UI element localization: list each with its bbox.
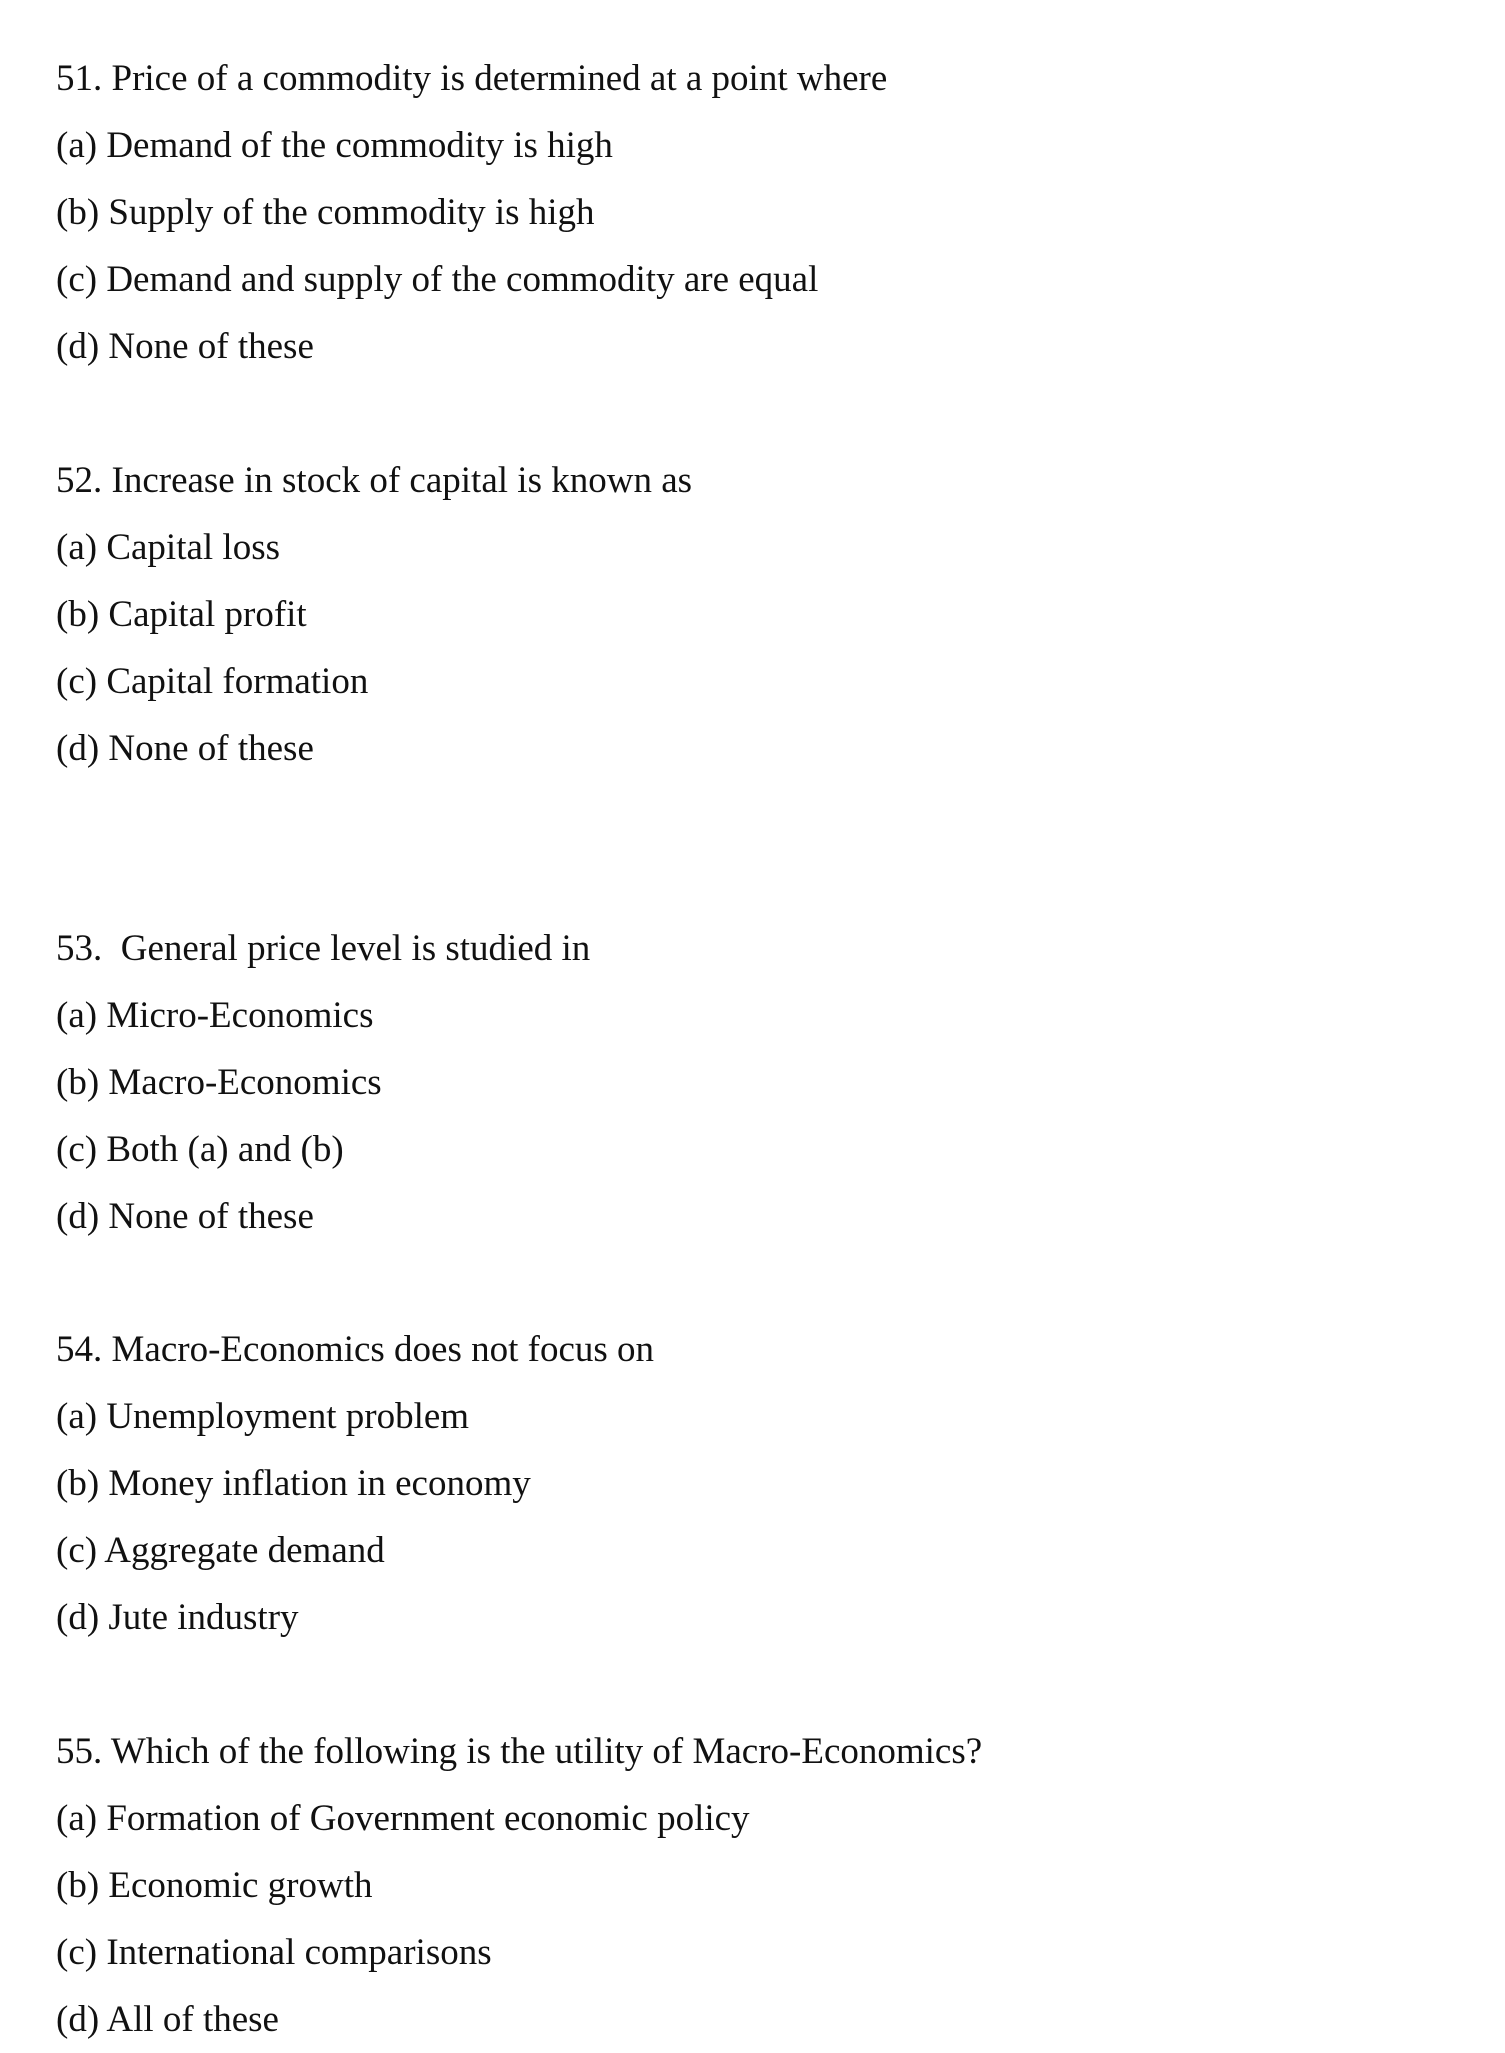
option-a: (a) Capital loss — [56, 527, 281, 568]
option-b: (b) Supply of the commodity is high — [56, 192, 595, 233]
question-53 — [56, 915, 590, 1250]
question-54 — [56, 1316, 654, 1651]
question-stem: 52. Increase in stock of capital is known as — [56, 460, 693, 501]
question-stem: 55. Which of the following is the utility of Macro-Economics? — [56, 1731, 983, 1772]
question-51 — [56, 45, 887, 380]
option-c: (c) Demand and supply of the commodity are equal — [56, 259, 819, 300]
option-a: (a) Demand of the commodity is high — [56, 125, 613, 166]
option-d: (d) Jute industry — [56, 1597, 299, 1638]
option-c: (c) International comparisons — [56, 1932, 492, 1973]
question-stem: 54. Macro-Economics does not focus on — [56, 1329, 655, 1370]
option-a: (a) Unemployment problem — [56, 1396, 470, 1437]
option-a: (a) Formation of Government economic policy — [56, 1798, 750, 1839]
option-b: (b) Macro-Economics — [56, 1062, 382, 1103]
option-b: (b) Capital profit — [56, 594, 307, 635]
option-a: (a) Micro-Economics — [56, 995, 374, 1036]
question-stem: 53. General price level is studied in — [56, 928, 591, 969]
option-c: (c) Aggregate demand — [56, 1530, 385, 1571]
option-b: (b) Economic growth — [56, 1865, 373, 1906]
option-c: (c) Capital formation — [56, 661, 369, 702]
question-stem: 51. Price of a commodity is determined at a point where — [56, 58, 888, 99]
option-d: (d) None of these — [56, 728, 314, 769]
option-d: (d) None of these — [56, 1196, 314, 1237]
question-52 — [56, 447, 692, 782]
option-b: (b) Money inflation in economy — [56, 1463, 531, 1504]
option-d: (d) All of these — [56, 1999, 279, 2040]
option-d: (d) None of these — [56, 326, 314, 367]
option-c: (c) Both (a) and (b) — [56, 1129, 344, 1170]
question-55 — [56, 1718, 982, 2053]
